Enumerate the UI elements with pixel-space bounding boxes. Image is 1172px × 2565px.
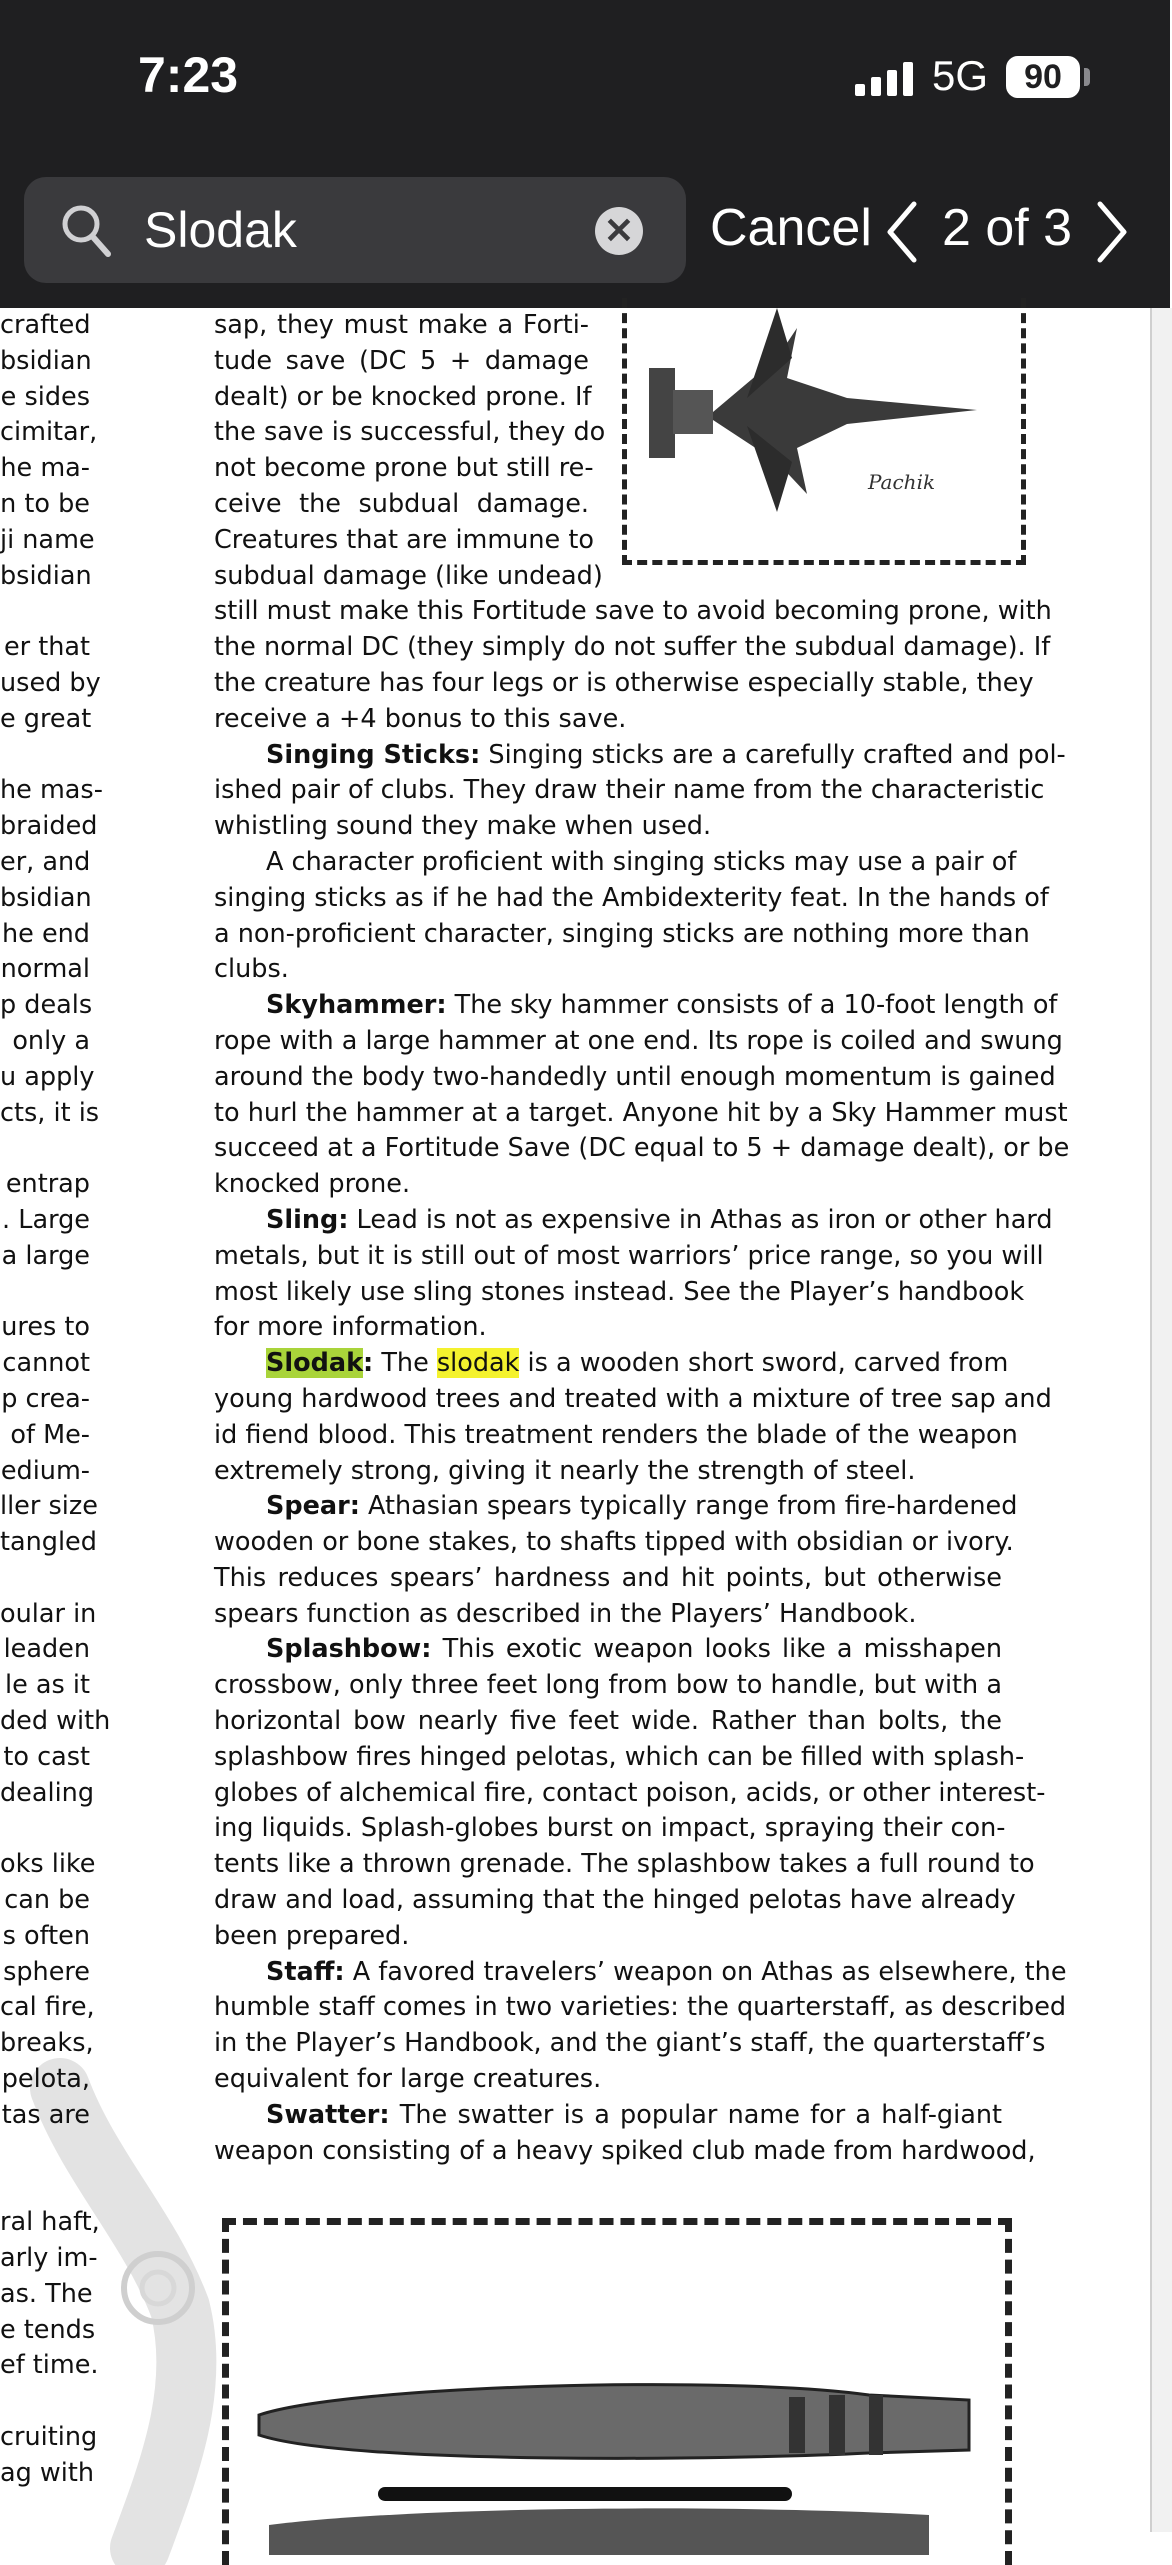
left-column-line: cimitar,: [0, 417, 98, 448]
paragraph-sling: [214, 1239, 1044, 1311]
network-type: 5G: [932, 52, 989, 99]
left-column-line: ral haft,: [0, 2207, 100, 2238]
paragraph-line: the creature has four legs or is otherwise especially stable, they: [214, 667, 1034, 698]
left-column-line: e tends: [0, 2314, 96, 2345]
paragraph-text: is a wooden short sword, carved from: [519, 1348, 1009, 1379]
document-page[interactable]: [0, 308, 1170, 2532]
term-sling: Sling:: [266, 1204, 349, 1235]
clear-icon[interactable]: ✕: [595, 207, 643, 255]
left-column-line: oks like: [0, 1849, 96, 1880]
left-column-line: to cast: [3, 1741, 90, 1772]
paragraph-line: extremely strong, giving it nearly the strength of steel.: [214, 1455, 916, 1486]
left-column-line: [0, 738, 90, 774]
paragraph-swatter: [214, 2134, 1036, 2170]
left-column-line: ag with: [0, 2457, 95, 2488]
paragraph-line: to hurl the hammer at a target. Anyone hit by a Sky Hammer must: [214, 1097, 1068, 1128]
left-column-line: cannot: [2, 1348, 90, 1379]
paragraph-skyhammer: [214, 1024, 1070, 1167]
paragraph-line: [214, 2098, 1002, 2134]
paragraph-line: a non-proficient character, singing sticks are nothing more than: [214, 918, 1030, 949]
paragraph-singing-sticks: [214, 773, 1045, 809]
paragraph-singing-sticks-2: [214, 881, 1049, 953]
paragraph-line: tents like a thrown grenade. The splashbow takes a full round to: [214, 1849, 1035, 1880]
left-column-line: ef time.: [0, 2350, 99, 2381]
left-column-line: er that: [3, 632, 90, 663]
left-column-line: as. The: [0, 2278, 93, 2309]
left-column-line: crafted: [0, 310, 91, 340]
match-counter: 2 of 3: [942, 199, 1073, 257]
left-column-line: pelota,: [1, 2064, 90, 2095]
paragraph-line: draw and load, assuming that the hinged pelotas have already: [214, 1885, 1016, 1916]
left-column-line: breaks,: [0, 2028, 94, 2059]
paragraph-slodak: [214, 1382, 1052, 1454]
left-column-line: braided: [0, 811, 98, 842]
left-column-line: only a: [12, 1025, 90, 1056]
term-spear: Spear:: [266, 1491, 360, 1522]
left-column-line: ller size: [0, 1491, 98, 1522]
paragraph-line: singing sticks as if he had the Ambidexterity feat. In the hands of: [214, 882, 1049, 913]
paragraph-line: succeed at a Fortitude Save (DC equal to 5 + damage dealt), or be: [214, 1133, 1070, 1164]
chevron-left-icon[interactable]: [884, 200, 920, 264]
paragraph-line: [214, 738, 1066, 774]
paragraph-line: id fiend blood. This treatment renders the blade of the weapon: [214, 1419, 1018, 1450]
find-toolbar: [0, 0, 1170, 308]
left-column-line: le as it: [5, 1670, 90, 1701]
left-column-text: [0, 308, 111, 2492]
left-column-line: p crea-: [1, 1383, 90, 1414]
paragraph-line: rope with a large hammer at one end. Its rope is coiled and swung: [214, 1025, 1063, 1056]
left-column-line: [0, 2134, 90, 2170]
search-icon: [60, 203, 112, 259]
left-column-line: a large: [1, 1240, 90, 1271]
paragraph-line: most likely use sling stones instead. See the Player’s handbook: [214, 1276, 1025, 1307]
battery-tip: [1084, 68, 1090, 86]
paragraph-line: spears function as described in the Players’ Handbook.: [214, 1598, 917, 1629]
term-singing-sticks: Singing Sticks:: [266, 739, 481, 770]
left-column-line: u apply: [0, 1061, 95, 1092]
paragraph-line: [214, 1346, 1009, 1382]
left-column-line: cal fire,: [0, 1992, 95, 2023]
term-colon: :: [363, 1348, 374, 1379]
paragraph-line: been prepared.: [214, 1920, 410, 1951]
paragraph-fortitude: [214, 594, 1052, 701]
paragraph-line: whistling sound they make when used.: [214, 811, 712, 842]
left-column-line: [0, 1561, 90, 1597]
paragraph-splashbow: [214, 1668, 1046, 1919]
left-column-line: [0, 2169, 90, 2205]
left-column-line: sphere: [3, 1956, 90, 1987]
club-icon: [229, 2225, 991, 2555]
page-edge: [1150, 308, 1172, 2532]
paragraph-line: equivalent for large creatures.: [214, 2064, 602, 2095]
left-column-line: of Me-: [10, 1419, 90, 1450]
left-column-line: can be: [4, 1885, 90, 1916]
paragraph-line: This reduces spears’ hardness and hit points, but otherwise: [214, 1562, 1002, 1593]
left-column-line: normal: [0, 954, 90, 985]
paragraph-line: [214, 1955, 1067, 1991]
paragraph-line: young hardwood trees and treated with a mixture of tree sap and: [214, 1383, 1052, 1414]
paragraph-line: ished pair of clubs. They draw their name from the characteristic: [214, 775, 1045, 806]
left-column-line: e great: [0, 703, 92, 734]
paragraph-line: A character proficient with singing sticks may use a pair of: [266, 846, 1017, 877]
paragraph-text: Lead is not as expensive in Athas as iron or other hard: [348, 1204, 1053, 1235]
paragraph-text: Athasian spears typically range from fire-hardened: [359, 1491, 1018, 1522]
left-column-line: p deals: [0, 990, 93, 1021]
paragraph-line: ceive the subdual damage.: [214, 488, 589, 519]
paragraph-line: horizontal bow nearly five feet wide. Rather than bolts, the: [214, 1706, 1002, 1737]
left-column-line: ded with: [0, 1706, 111, 1737]
left-column-line: ji name: [0, 524, 95, 555]
battery-icon: 90: [1006, 56, 1080, 98]
paragraph-text: The sky hammer consists of a 10-foot length of: [446, 990, 1058, 1021]
left-column-line: he mas-: [0, 775, 103, 806]
left-column-line: n to be: [0, 488, 90, 519]
left-column-line: used by: [0, 667, 101, 698]
left-column-line: oular in: [0, 1598, 97, 1629]
left-column-line: ures to: [1, 1312, 90, 1343]
left-column-line: cruiting: [0, 2422, 98, 2453]
paragraph-line: not become prone but still re-: [214, 453, 594, 484]
paragraph-line: ing liquids. Splash-globes burst on impact, spraying their con-: [214, 1813, 1006, 1844]
left-column-line: bsidian: [0, 345, 92, 376]
search-input[interactable]: [144, 197, 564, 263]
paragraph-spear: [214, 1525, 1014, 1597]
paragraph-line: the save is successful, they do: [214, 417, 606, 448]
left-column-line: edium-: [0, 1455, 90, 1486]
paragraph-line: globes of alchemical fire, contact poison, acids, or other interest-: [214, 1777, 1046, 1808]
left-column-line: s often: [2, 1920, 90, 1951]
paragraph-line: [214, 1632, 1002, 1668]
left-column-line: cts, it is: [0, 1097, 100, 1128]
left-column-line: leaden: [3, 1634, 90, 1665]
left-column-line: [0, 594, 90, 630]
term-swatter: Swatter:: [266, 2099, 390, 2130]
left-column-line: he end: [2, 918, 90, 949]
paragraph-line: [214, 1489, 1018, 1525]
paragraph-line: splashbow fires hinged pelotas, which can be filled with splash-: [214, 1741, 1025, 1772]
left-column-line: tangled: [0, 1527, 97, 1558]
paragraph-line: clubs.: [214, 954, 289, 985]
paragraph-line: receive a +4 bonus to this save.: [214, 703, 627, 734]
current-search-match: Slodak: [266, 1348, 364, 1379]
left-column-line: he ma-: [0, 453, 90, 484]
paragraph-line: around the body two-handedly until enough momentum is gained: [214, 1061, 1056, 1092]
left-column-line: bsidian: [0, 882, 92, 913]
paragraph-staff: [214, 1990, 1067, 2062]
paragraph-text: The swatter is a popular name for a half-giant: [389, 2099, 1002, 2130]
paragraph-text: Singing sticks are a carefully crafted and pol-: [480, 739, 1066, 770]
left-column-line: [0, 2384, 90, 2420]
left-column-line: entrap: [5, 1169, 90, 1200]
paragraph-line: subdual damage (like undead): [214, 560, 603, 591]
paragraph-line: Creatures that are immune to: [214, 524, 594, 555]
swatter-illustration: [222, 2218, 1012, 2565]
left-column-line: arly im-: [0, 2243, 98, 2274]
paragraph-text: The: [373, 1348, 437, 1379]
paragraph-line: wooden or bone stakes, to shafts tipped with obsidian or ivory.: [214, 1527, 1014, 1558]
left-column-line: [0, 1275, 90, 1311]
signal-icon: [855, 62, 913, 96]
left-column-line: dealing: [0, 1777, 95, 1808]
term-splashbow: Splashbow:: [266, 1634, 432, 1665]
paragraph-line: tude save (DC 5 + damage: [214, 345, 589, 376]
status-time: 7:23: [138, 47, 239, 103]
home-indicator[interactable]: [378, 2487, 792, 2501]
paragraph-line: the normal DC (they simply do not suffer the subdual damage). If: [214, 632, 1051, 663]
paragraph-line: [214, 988, 1058, 1024]
paragraph-line: metals, but it is still out of most warriors’ price range, so you will: [214, 1240, 1044, 1271]
paragraph-line: dealt) or be knocked prone. If: [214, 381, 592, 412]
wrapped-paragraph: [214, 308, 1002, 594]
left-column-line: tas are: [1, 2099, 90, 2130]
left-column-line: e sides: [0, 381, 90, 412]
paragraph-text: This exotic weapon looks like a misshapen: [431, 1634, 1002, 1665]
paragraph-line: crossbow, only three feet long from bow to handle, but with a: [214, 1670, 1002, 1701]
term-skyhammer: Skyhammer:: [266, 990, 447, 1021]
left-column-line: er, and: [0, 846, 91, 877]
left-column-line: bsidian: [0, 560, 92, 591]
illustration-caption: Pachik: [868, 470, 936, 494]
paragraph-text: A favored travelers’ weapon on Athas as elsewhere, the: [344, 1956, 1067, 1987]
term-staff: Staff:: [266, 1956, 345, 1987]
paragraph-line: weapon consisting of a heavy spiked club made from hardwood,: [214, 2135, 1036, 2166]
search-match: slodak: [436, 1348, 520, 1379]
paragraph-line: still must make this Fortitude save to avoid becoming prone, with: [214, 596, 1052, 627]
paragraph-line: in the Player’s Handbook, and the giant’s staff, the quarterstaff’s: [214, 2028, 1046, 2059]
paragraph-line: sap, they must make a Forti-: [214, 310, 589, 340]
left-column-line: [0, 1131, 90, 1167]
paragraph-line: humble staff comes in two varieties: the quarterstaff, as described: [214, 1992, 1067, 2023]
paragraph-line: for more information.: [214, 1312, 487, 1343]
left-column-line: [0, 1811, 90, 1847]
article-body: [214, 308, 1070, 2169]
chevron-right-icon[interactable]: [1094, 200, 1130, 264]
paragraph-line: knocked prone.: [214, 1169, 411, 1200]
paragraph-line: [214, 1203, 1053, 1239]
cancel-button[interactable]: Cancel: [710, 199, 872, 257]
left-column-line: . Large: [2, 1204, 90, 1235]
